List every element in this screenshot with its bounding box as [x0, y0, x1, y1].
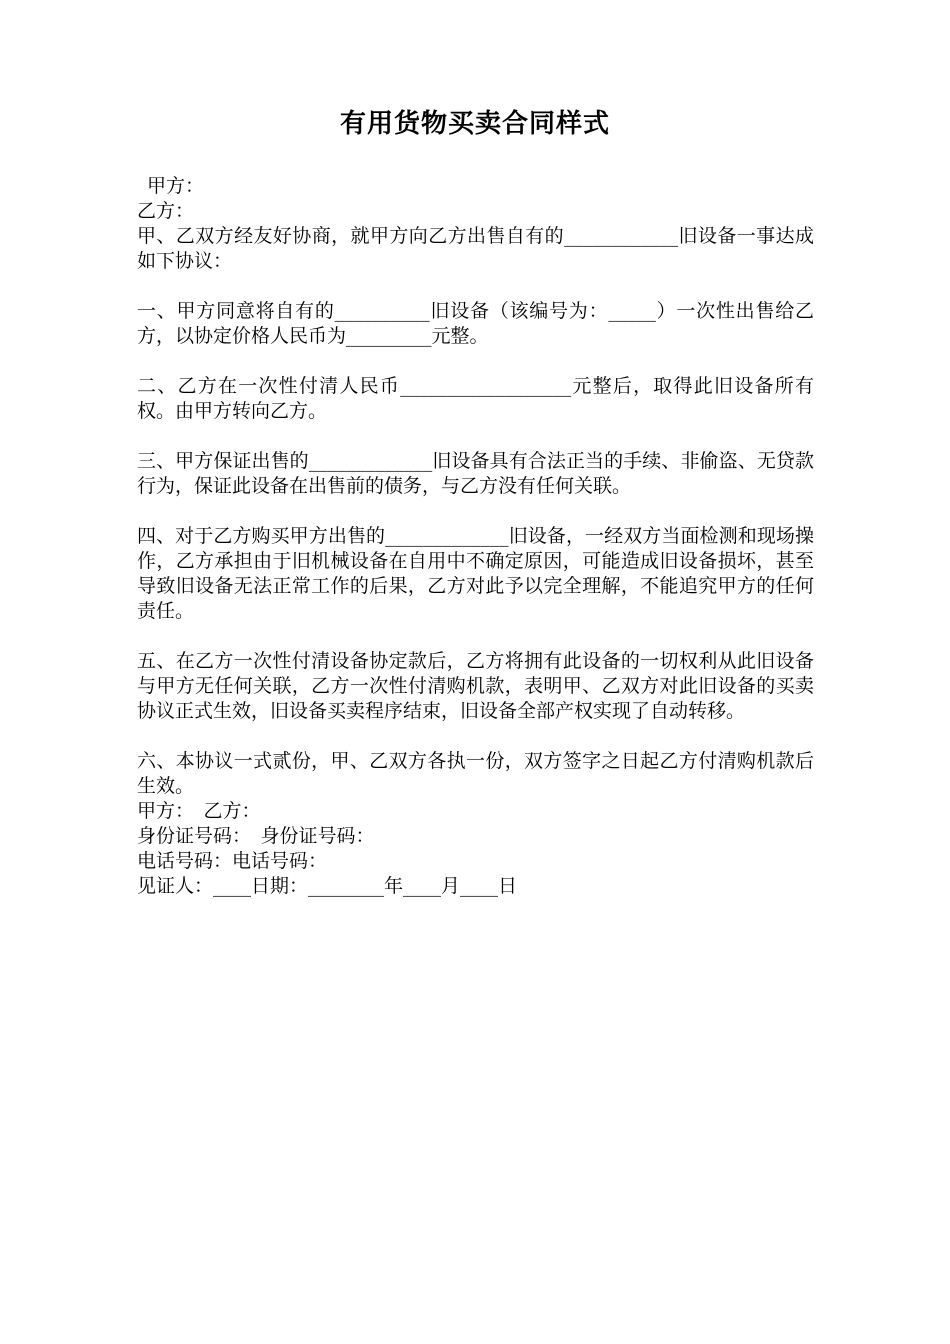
clause-4: 四、对于乙方购买甲方出售的_____________旧设备，一经双方当面检测和现场操作，乙方承担由于旧机械设备在自用中不确定原因，可能造成旧设备损坏，甚至导致旧设备无法正常工作的后果，乙方对此予以完全理解，不能追究甲方的任何责任。 [137, 525, 814, 622]
signature-witness-date: 见证人：____日期：________年____月____日 [137, 875, 518, 897]
intro-paragraph: 甲、乙双方经友好协商，就甲方向乙方出售自有的____________旧设备一事达成如下协议： [137, 225, 814, 272]
clause-2: 二、乙方在一次性付清人民币__________________元整后，取得此旧设备所有权。由甲方转向乙方。 [137, 375, 814, 422]
signature-id-numbers: 身份证号码： 身份证号码： [137, 825, 375, 847]
clause-1: 一、甲方同意将自有的__________旧设备（该编号为：_____）一次性出售给乙方，以协定价格人民币为_________元整。 [137, 300, 814, 347]
document-body [137, 174, 814, 899]
clause-5: 五、在乙方一次性付清设备协定款后，乙方将拥有此设备的一切权利从此旧设备与甲方无任何关联，乙方一次性付清购机款，表明甲、乙双方对此旧设备的买卖协议正式生效，旧设备买卖程序结束，旧设备全部产权实现了自动转移。 [137, 650, 814, 722]
document-title: 有用货物买卖合同样式 [339, 109, 610, 139]
signature-parties: 甲方： 乙方： [137, 800, 261, 822]
signature-block [137, 799, 814, 899]
clause-3: 三、甲方保证出售的_____________旧设备具有合法正当的手续、非偷盗、无贷款行为，保证此设备在出售前的债务，与乙方没有任何关联。 [137, 450, 814, 497]
signature-phones: 电话号码：电话号码： [137, 850, 328, 872]
party-b-label: 乙方： [137, 200, 195, 222]
clause-6: 六、本协议一式贰份，甲、乙双方各执一份，双方签字之日起乙方付清购机款后生效。 [137, 750, 814, 797]
party-a-label: 甲方： [147, 175, 205, 197]
